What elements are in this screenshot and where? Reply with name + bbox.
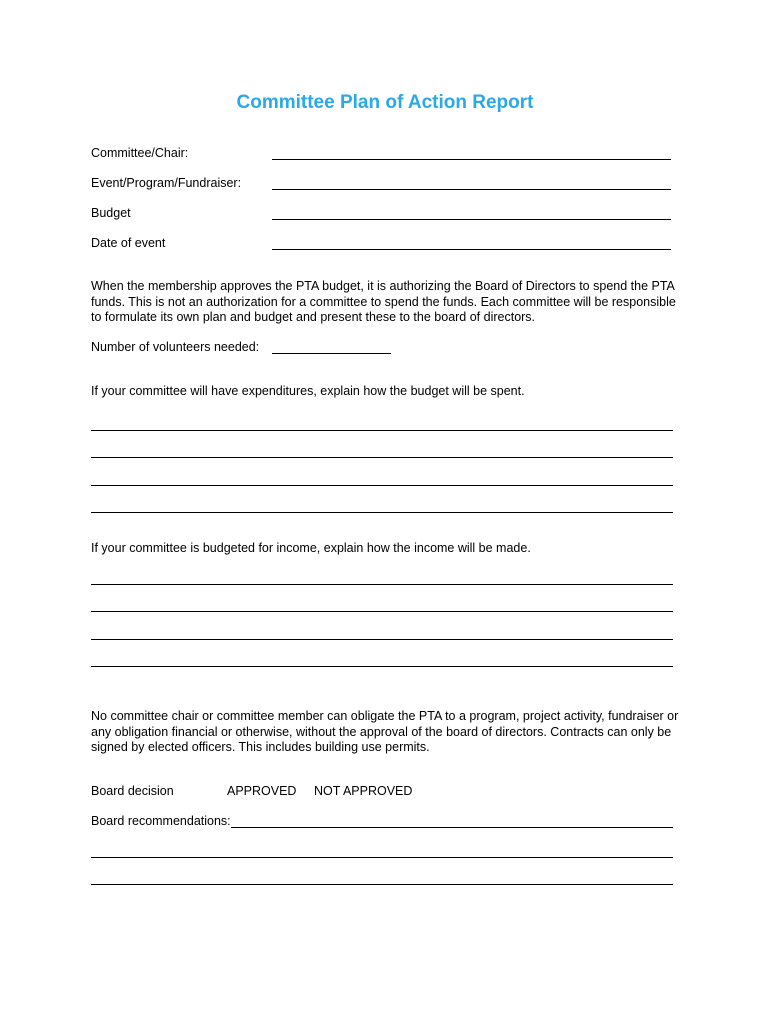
- board-recommendations-label: Board recommendations:: [91, 814, 231, 828]
- obligation-paragraph: No committee chair or committee member can obligate the PTA to a program, project activity, fundraiser or any obligation financial or otherwise, without the approval of the board of directors. Contracts can only be signed by elected officers. This includes building use permits.: [91, 709, 679, 754]
- expenditures-answer-line[interactable]: [91, 430, 673, 431]
- expenditures-answer-line[interactable]: [91, 485, 673, 486]
- board-recommendations-line[interactable]: [91, 857, 673, 858]
- income-answer-line[interactable]: [91, 584, 673, 585]
- board-decision-label: Board decision: [91, 784, 174, 798]
- volunteers-line[interactable]: [272, 353, 391, 354]
- budget-line[interactable]: [272, 219, 671, 220]
- income-prompt: If your committee is budgeted for income, explain how the income will be made.: [91, 541, 531, 555]
- committee-chair-line[interactable]: [272, 159, 671, 160]
- committee-chair-label: Committee/Chair:: [91, 146, 189, 160]
- board-recommendations-line[interactable]: [231, 827, 673, 828]
- approved-option[interactable]: APPROVED: [227, 784, 297, 798]
- date-of-event-label: Date of event: [91, 236, 166, 250]
- income-answer-line[interactable]: [91, 666, 673, 667]
- not-approved-option[interactable]: NOT APPROVED: [314, 784, 413, 798]
- income-answer-line[interactable]: [91, 611, 673, 612]
- date-of-event-line[interactable]: [272, 249, 671, 250]
- intro-paragraph: When the membership approves the PTA budget, it is authorizing the Board of Directors to spend the PTA funds. This is not an authorization for a committee to spend the funds. Each committee will be responsible to formulate its own plan and budget and present these to the board of directors.: [91, 279, 676, 324]
- expenditures-answer-line[interactable]: [91, 457, 673, 458]
- page-title: Committee Plan of Action Report: [236, 92, 534, 113]
- expenditures-answer-line[interactable]: [91, 512, 673, 513]
- volunteers-label: Number of volunteers needed:: [91, 340, 260, 354]
- expenditures-prompt: If your committee will have expenditures, explain how the budget will be spent.: [91, 384, 525, 398]
- event-program-fundraiser-label: Event/Program/Fundraiser:: [91, 176, 242, 190]
- event-program-fundraiser-line[interactable]: [272, 189, 671, 190]
- board-recommendations-line[interactable]: [91, 884, 673, 885]
- budget-label: Budget: [91, 206, 131, 220]
- income-answer-line[interactable]: [91, 639, 673, 640]
